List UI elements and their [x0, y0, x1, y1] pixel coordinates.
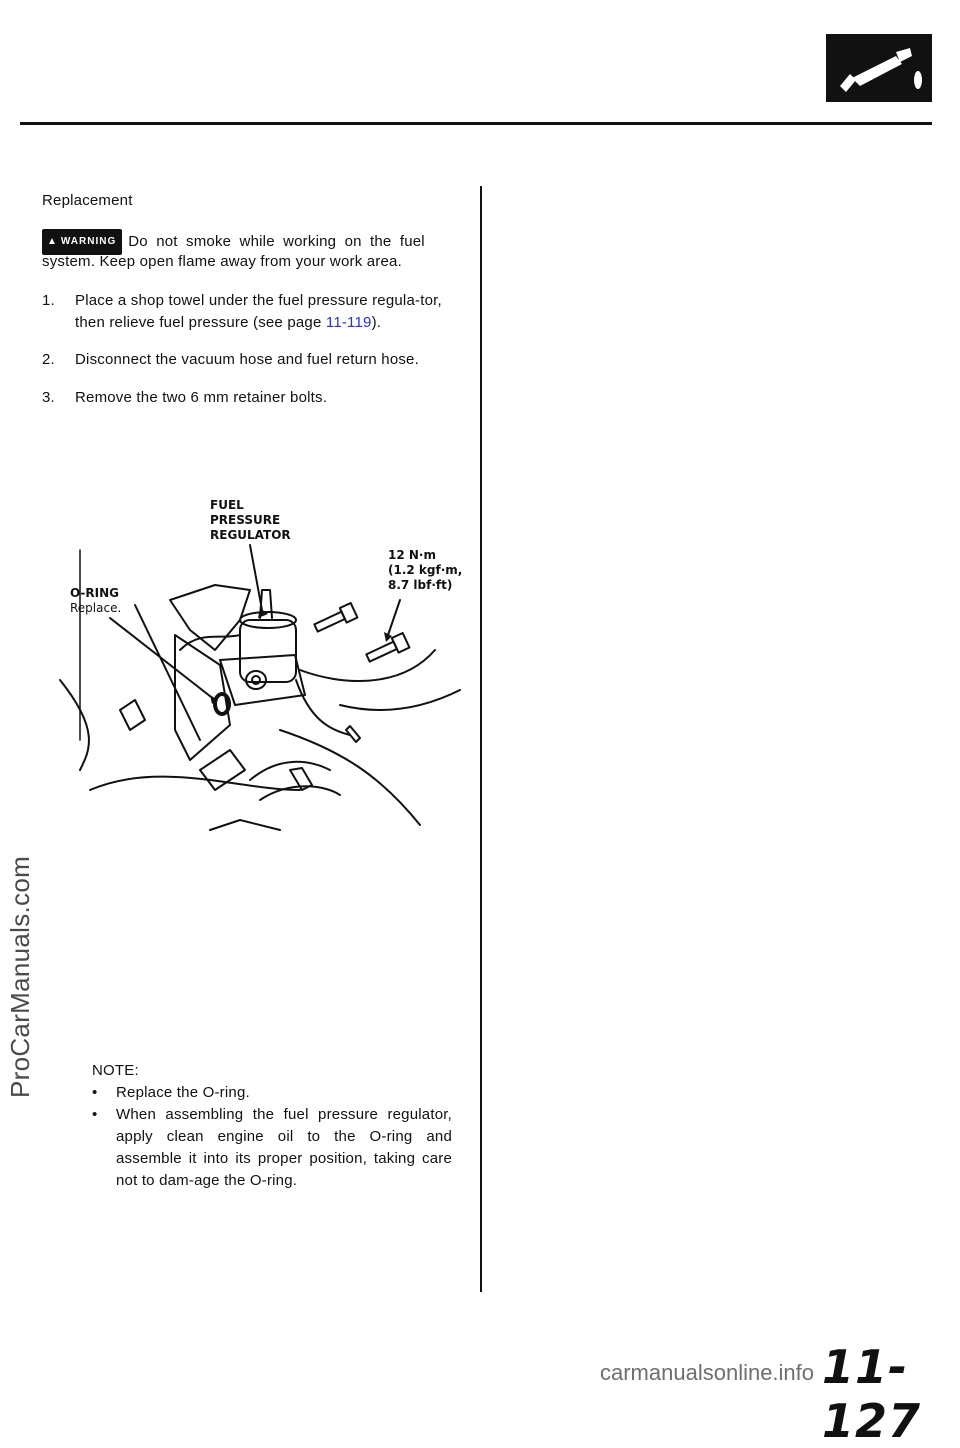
torque-label: 12 N·m (1.2 kgf·m, 8.7 lbf·ft): [388, 548, 463, 592]
step-1: 1. Place a shop towel under the fuel pressure regula-tor, then relieve fuel pressure (see page 11-119).: [42, 292, 442, 331]
step-3-text: Remove the two 6 mm retainer bolts.: [75, 389, 328, 406]
section-heading: Replacement: [42, 192, 133, 209]
regulator-label: FUEL PRESSURE REGULATOR: [210, 498, 291, 542]
fuel-nozzle-icon: [826, 34, 932, 102]
warning-badge: ▲ WARNING: [42, 229, 122, 255]
bottom-watermark: carmanualsonline.info: [600, 1360, 815, 1385]
warning-text-cont: system. Keep open flame away from your work area.: [42, 253, 402, 270]
header-rule: [20, 122, 932, 125]
warning-text: Do not smoke while working on the fuel: [128, 233, 425, 250]
warning-triangle-icon: ▲: [47, 236, 58, 247]
oring-label: O-RING Replace.: [70, 586, 122, 615]
note-bullet: • Replace the O-ring.: [92, 1084, 250, 1101]
step-1-text: Place a shop towel under the fuel pressure regula-tor, then relieve fuel pressure (see page: [75, 292, 442, 331]
step-2: 2. Disconnect the vacuum hose and fuel return hose.: [42, 349, 452, 371]
note-bullet: • When assembling the fuel pressure regulator, apply clean engine oil to the O-ring and assemble it into its proper position, taking care not to dam-age the O-ring.: [92, 1106, 452, 1189]
page-link[interactable]: 11-119: [325, 314, 372, 331]
page-number: 11-127: [822, 1340, 922, 1448]
step-3: 3. Remove the two 6 mm retainer bolts.: [42, 387, 452, 409]
note-title: NOTE:: [92, 1062, 139, 1079]
column-divider: [480, 186, 482, 1292]
step-2-text: Disconnect the vacuum hose and fuel return hose.: [75, 351, 419, 368]
note-block: [92, 1060, 452, 1192]
side-watermark: ProCarManuals.com: [5, 855, 35, 1098]
regulator-diagram: [40, 490, 480, 870]
